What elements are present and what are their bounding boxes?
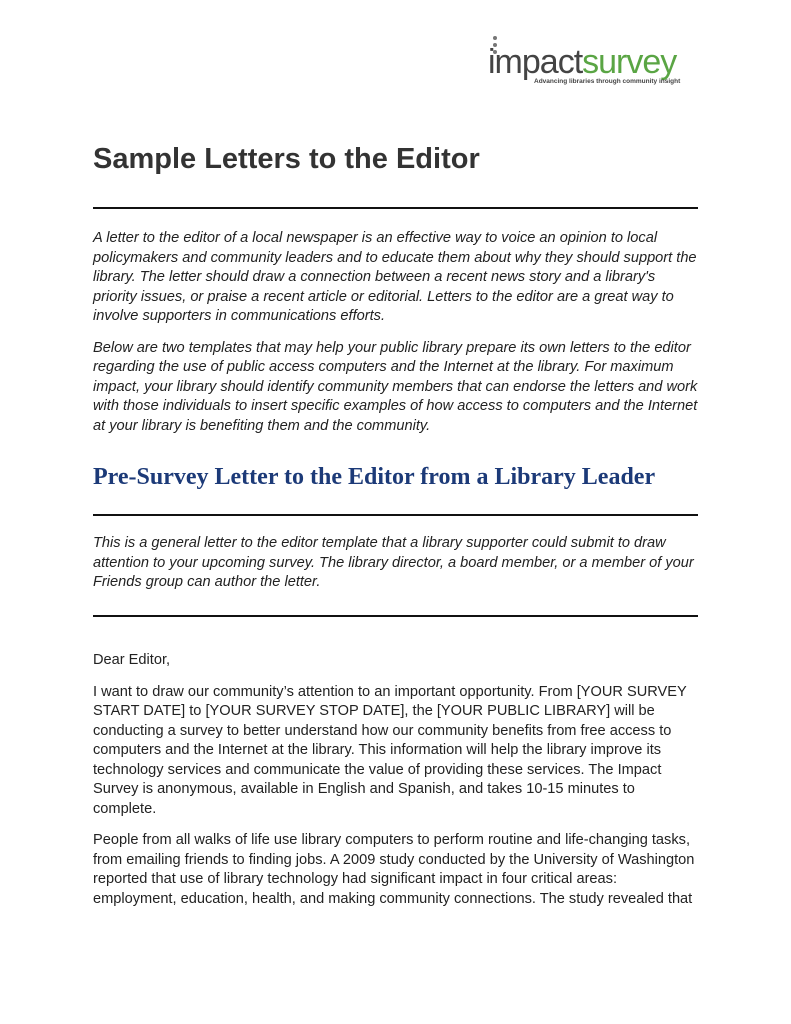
letter-paragraph: I want to draw our community’s attention to an important opportunity. From [YOUR SURVEY START DATE] to [YOUR SURVEY STOP DATE], the [YOUR PUBLIC LIBRARY] will be conducting a survey to better understand how our community benefits from free access to computers and the Internet at the library. This information will help the library improve its technology services and communicate the value of providing these services. The Impact Survey is anonymous, available in English and Spanish, and takes 10-15 minutes to complete. bbox=[93, 683, 687, 817]
section-note: This is a general letter to the editor template that a library supporter could submit to draw attention to your upcoming survey. The library director, a board member, or a member of your Friends group can author the letter. bbox=[93, 535, 694, 590]
page-title: Sample Letters to the Editor bbox=[93, 143, 480, 175]
intro-paragraph: Below are two templates that may help your public library prepare its own letters to the editor regarding the use of public access computers and the Internet at the library. For maximum impact, your library should identify community members that can endorse the letters and work with those individuals to insert specific examples of how access to computers and the Internet at your library is benefiting them and the community. bbox=[93, 339, 698, 434]
logo-word-survey: survey bbox=[582, 43, 677, 81]
section-note-block bbox=[93, 534, 698, 593]
title-divider bbox=[93, 207, 698, 209]
letter-paragraph: People from all walks of life use library computers to perform routine and life-changing tasks, from emailing friends to finding jobs. A 2009 study conducted by the University of Washington reported that use of library technology had significant impact in four critical areas: employment, education, health, and making community connections. The study revealed that bbox=[93, 832, 695, 907]
logo-word-impact: impact bbox=[488, 43, 583, 81]
intro bbox=[93, 229, 698, 436]
section-divider bbox=[93, 514, 698, 516]
intro-paragraph: A letter to the editor of a local newspaper is an effective way to voice an opinion to local policymakers and community leaders and to educate them about why they should support the library. The letter should draw a connection between a recent news story and a library's priority issues, or praise a recent article or editorial. Letters to the editor are a great way to involve supporters in communications efforts. bbox=[93, 230, 697, 324]
logo-tagline: Advancing libraries through community insight bbox=[534, 78, 681, 85]
section-heading: Pre-Survey Letter to the Editor from a Library Leader bbox=[93, 464, 656, 490]
note-divider bbox=[93, 615, 698, 617]
letter-body bbox=[93, 651, 698, 909]
impact-survey-logo bbox=[488, 34, 703, 90]
salutation: Dear Editor, bbox=[93, 652, 171, 668]
